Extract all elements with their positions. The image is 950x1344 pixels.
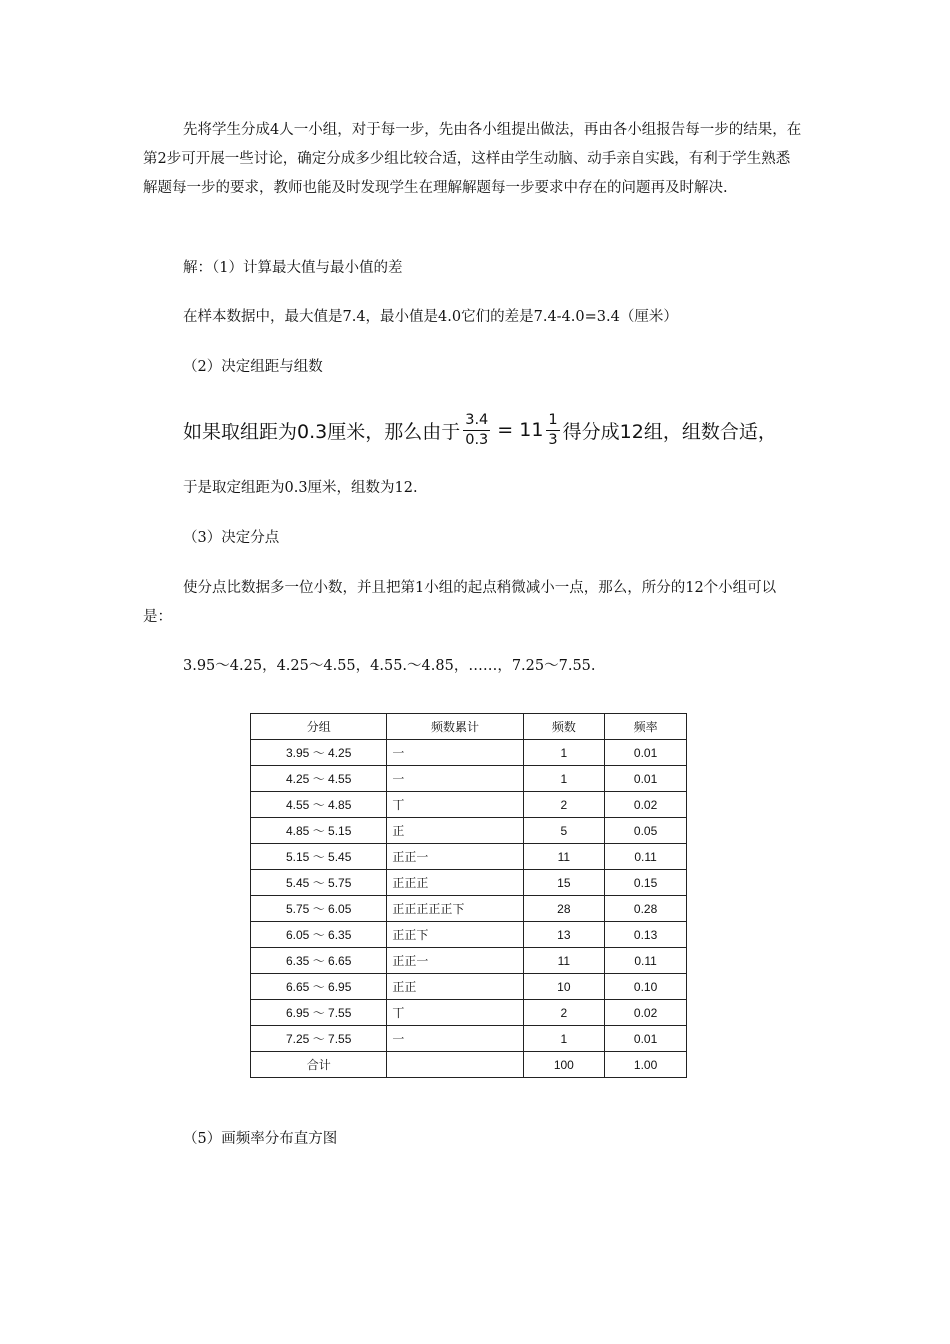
table-header-row: [251, 714, 687, 740]
table-row: [251, 740, 687, 766]
fraction-numerator: 3.4: [463, 411, 490, 431]
frequency-table: [250, 713, 687, 1078]
fraction-denominator: 0.3: [465, 431, 489, 448]
header-count: 频数: [523, 714, 605, 740]
group-cell: 5.75 ～ 6.05: [251, 896, 387, 922]
count-cell: 1: [523, 740, 605, 766]
fraction-3-4-over-0-3: [463, 411, 490, 450]
table-row: [251, 974, 687, 1000]
count-cell: 11: [523, 844, 605, 870]
frequency-cell: 0.02: [605, 1000, 687, 1026]
frequency-cell: 0.10: [605, 974, 687, 1000]
count-cell: 10: [523, 974, 605, 1000]
count-cell: 28: [523, 896, 605, 922]
total-frequency: 1.00: [605, 1052, 687, 1078]
group-cell: 6.65 ～ 6.95: [251, 974, 387, 1000]
step2-result: 于是取定组距为0.3厘米，组数为12.: [183, 480, 418, 496]
frequency-cell: 0.02: [605, 792, 687, 818]
table-row: [251, 870, 687, 896]
formula-prefix: 如果取组距为0.3厘米，那么由于: [183, 420, 461, 443]
group-cell: 5.15 ～ 5.45: [251, 844, 387, 870]
group-cell: 6.35 ～ 6.65: [251, 948, 387, 974]
group-cell: 4.85 ～ 5.15: [251, 818, 387, 844]
tally-cell: 正正一: [387, 844, 523, 870]
formula-equals: = 11: [497, 419, 544, 441]
step3-heading: （3）决定分点: [183, 530, 280, 546]
table-row: [251, 922, 687, 948]
tally-cell: 丅: [387, 792, 523, 818]
table-row: [251, 896, 687, 922]
table-row: [251, 1026, 687, 1052]
intro-paragraph: 先将学生分成4人一小组，对于每一步，先由各小组提出做法，再由各小组报告每一步的结果，在第2步可开展一些讨论，确定分成多少组比较合适，这样由学生动脑、动手亲自实践，有利于学生熟悉解题每一步的要求，教师也能及时发现学生在理解解题每一步要求中存在的问题再及时解决.: [143, 122, 802, 196]
table-row: [251, 844, 687, 870]
tally-cell: 丅: [387, 1000, 523, 1026]
table-row: [251, 948, 687, 974]
tally-cell: 一: [387, 766, 523, 792]
fraction-one-third: [546, 411, 559, 450]
frequency-cell: 0.15: [605, 870, 687, 896]
group-cell: 3.95 ～ 4.25: [251, 740, 387, 766]
total-tally-cell: [387, 1052, 523, 1078]
group-cell: 6.95 ～ 7.55: [251, 1000, 387, 1026]
group-cell: 7.25 ～ 7.55: [251, 1026, 387, 1052]
group-cell: 6.05 ～ 6.35: [251, 922, 387, 948]
count-cell: 11: [523, 948, 605, 974]
count-cell: 15: [523, 870, 605, 896]
table-row: [251, 818, 687, 844]
frequency-cell: 0.13: [605, 922, 687, 948]
step2-heading: （2）决定组距与组数: [183, 359, 323, 375]
fraction-denominator: 3: [548, 431, 558, 448]
count-cell: 5: [523, 818, 605, 844]
fraction-numerator: 1: [546, 411, 559, 431]
total-label: 合计: [251, 1052, 387, 1078]
group-count-formula: [183, 406, 777, 454]
frequency-cell: 0.01: [605, 740, 687, 766]
count-cell: 13: [523, 922, 605, 948]
tally-cell: 正正下: [387, 922, 523, 948]
frequency-cell: 0.28: [605, 896, 687, 922]
table-total-row: [251, 1052, 687, 1078]
count-cell: 1: [523, 1026, 605, 1052]
count-cell: 2: [523, 792, 605, 818]
tally-cell: 一: [387, 740, 523, 766]
frequency-cell: 0.01: [605, 1026, 687, 1052]
tally-cell: 正: [387, 818, 523, 844]
group-cell: 5.45 ～ 5.75: [251, 870, 387, 896]
frequency-cell: 0.11: [605, 844, 687, 870]
header-group: 分组: [251, 714, 387, 740]
frequency-cell: 0.05: [605, 818, 687, 844]
table-row: [251, 766, 687, 792]
tally-cell: 正正一: [387, 948, 523, 974]
formula-suffix: 得分成12组，组数合适，: [562, 420, 777, 443]
step1-text: 在样本数据中，最大值是7.4，最小值是4.0它们的差是7.4-4.0=3.4（厘米）: [183, 309, 678, 325]
intervals-line: 3.95～4.25，4.25～4.55，4.55.～4.85，……，7.25～7.55.: [183, 658, 596, 674]
tally-cell: 正正正: [387, 870, 523, 896]
count-cell: 2: [523, 1000, 605, 1026]
count-cell: 1: [523, 766, 605, 792]
total-count: 100: [523, 1052, 605, 1078]
step5-heading: （5）画频率分布直方图: [183, 1131, 338, 1147]
frequency-cell: 0.11: [605, 948, 687, 974]
step1-heading: 解：（1）计算最大值与最小值的差: [183, 260, 403, 276]
table-row: [251, 792, 687, 818]
table-row: [251, 1000, 687, 1026]
group-cell: 4.55 ～ 4.85: [251, 792, 387, 818]
header-frequency: 频率: [605, 714, 687, 740]
header-tally: 频数累计: [387, 714, 523, 740]
tally-cell: 一: [387, 1026, 523, 1052]
step3-text: 使分点比数据多一位小数，并且把第1小组的起点稍微减小一点，那么，所分的12个小组可以是：: [143, 580, 777, 625]
frequency-cell: 0.01: [605, 766, 687, 792]
group-cell: 4.25 ～ 4.55: [251, 766, 387, 792]
tally-cell: 正正: [387, 974, 523, 1000]
tally-cell: 正正正正正下: [387, 896, 523, 922]
